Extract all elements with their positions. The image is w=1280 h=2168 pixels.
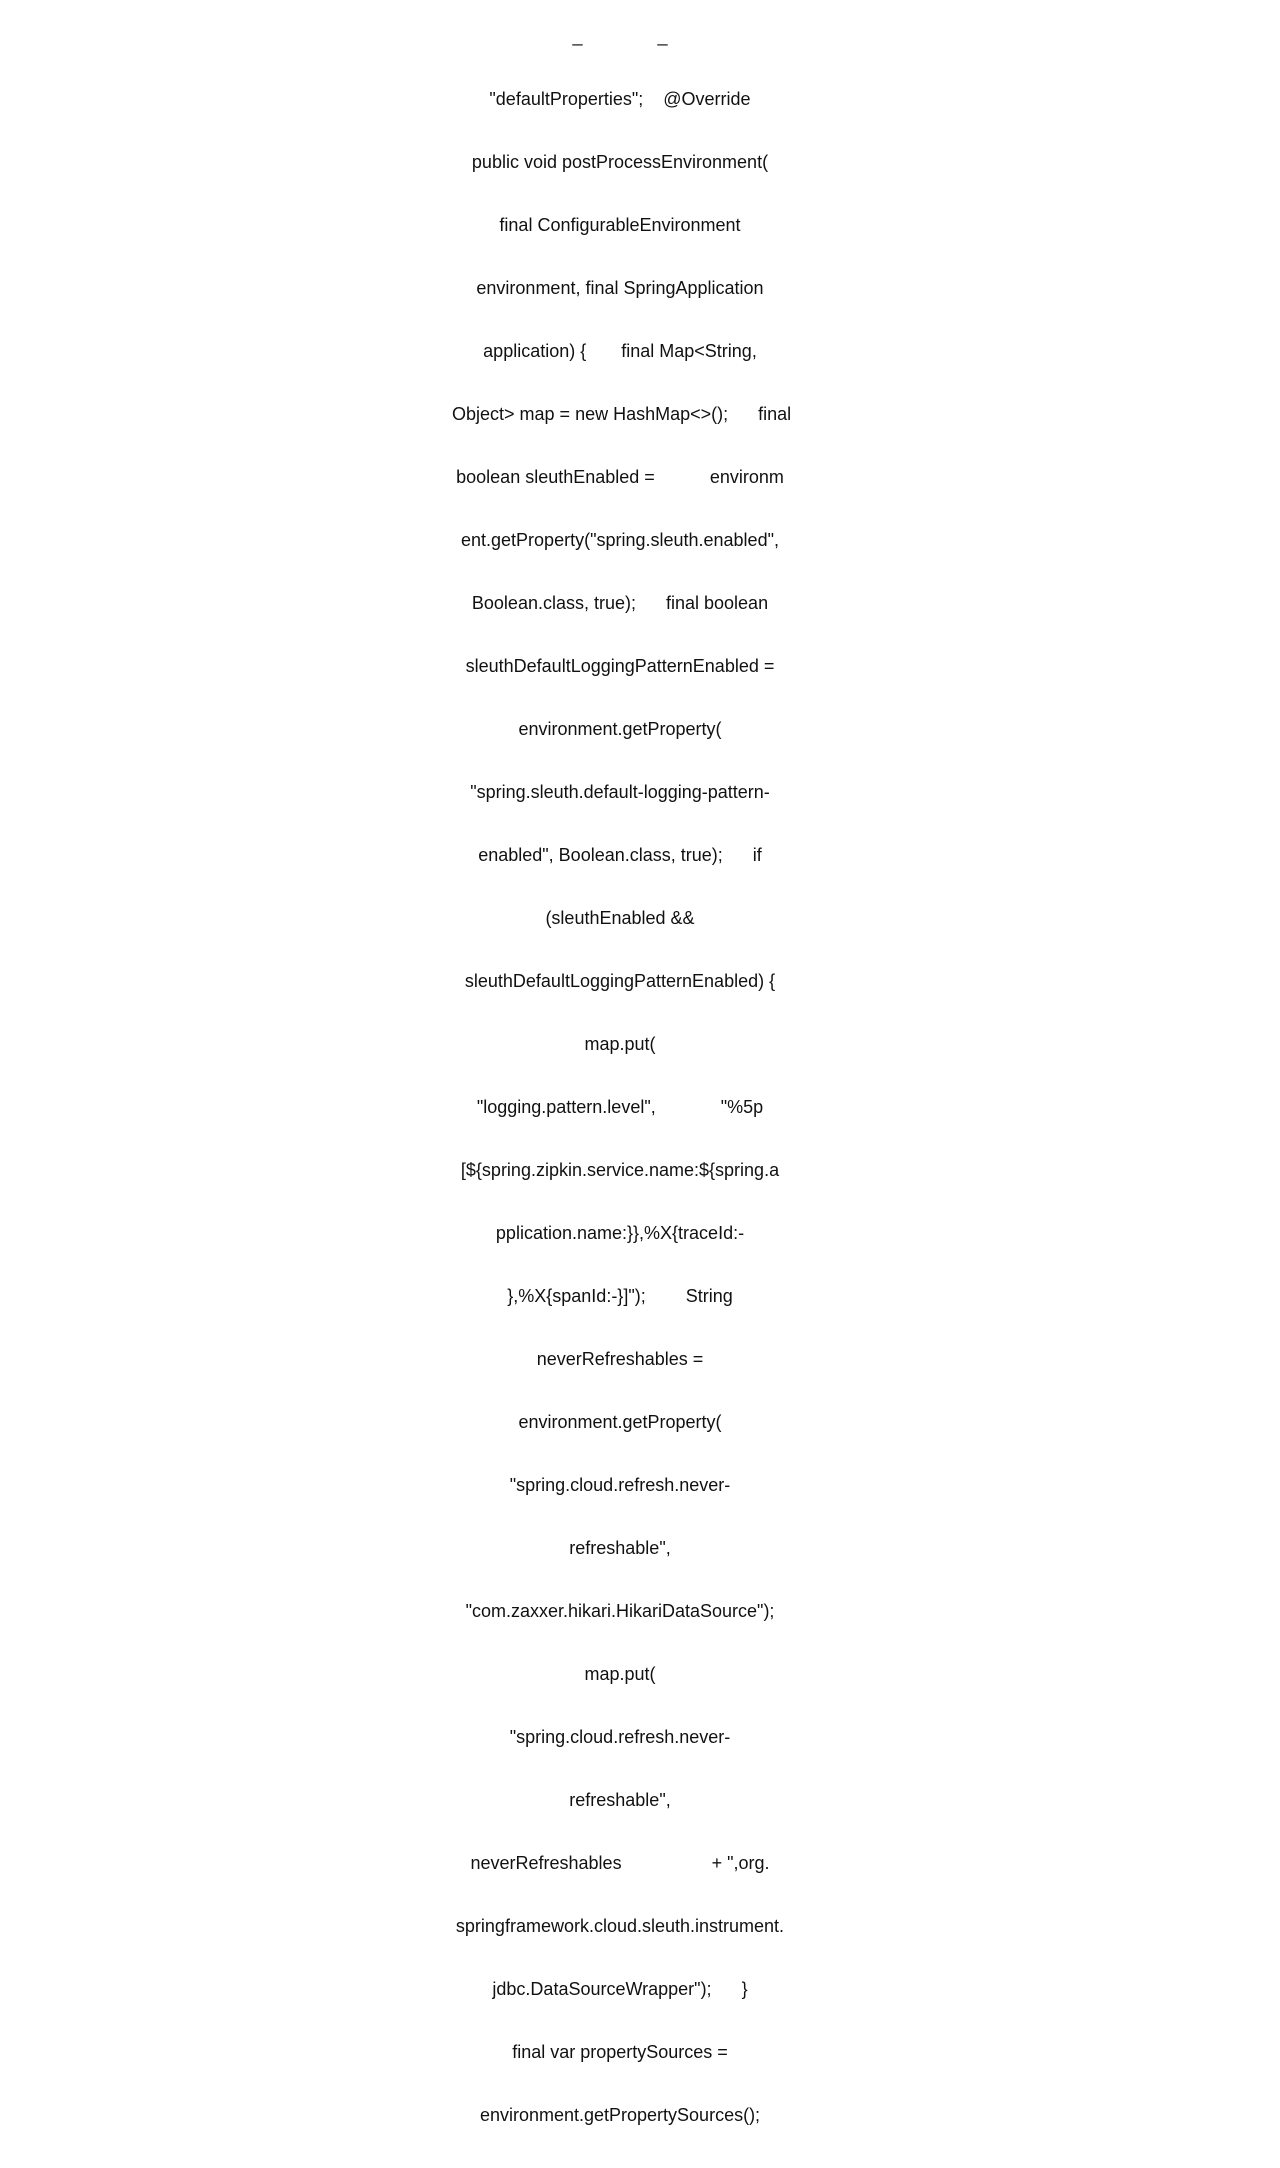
code-line: pplication.name:}},%X{traceId:- [495,1223,745,1243]
code-line: "spring.cloud.refresh.never- [509,1727,731,1747]
code-line: enabled", Boolean.class, true); if [478,845,762,865]
code-line: springframework.cloud.sleuth.instrument. [455,1916,785,1936]
code-line: "com.zaxxer.hikari.HikariDataSource"); [465,1601,775,1621]
code-line: "logging.pattern.level", "%5p [476,1097,764,1117]
code-line: neverRefreshables = [536,1349,704,1369]
code-line: jdbc.DataSourceWrapper"); } [492,1979,748,1999]
code-line: public void postProcessEnvironment( [471,152,769,172]
code-line: neverRefreshables + ",org. [470,1853,770,1873]
code-line: final var propertySources = [512,2042,728,2062]
code-line: [${spring.zipkin.service.name:${spring.a [460,1160,780,1180]
code-line: environment.getProperty( [518,1412,722,1432]
code-line: environment.getPropertySources(); [479,2105,761,2125]
code-line: (sleuthEnabled && [545,908,695,928]
code-line: map.put( [584,1034,656,1054]
code-line: ent.getProperty("spring.sleuth.enabled", [461,530,779,550]
code-line: map.put( [584,1664,656,1684]
code-line: boolean sleuthEnabled = environm [456,467,784,487]
code-line: sleuthDefaultLoggingPatternEnabled) { [464,971,776,991]
code-line: Object> map = new HashMap<>(); final [452,404,792,424]
code-line: application) { final Map<String, [483,341,757,361]
code-line: refreshable", [569,1790,671,1810]
code-line: "spring.cloud.refresh.never- [509,1475,731,1495]
code-line: },%X{spanId:-}]"); String [507,1286,733,1306]
code-line: environment.getProperty( [518,719,722,739]
code-text-block [452,0,792,2168]
code-line: refreshable", [569,1538,671,1558]
code-line: sleuthDefaultLoggingPatternEnabled = [465,656,775,676]
code-line: Boolean.class, true); final boolean [471,593,769,613]
code-line: _ _ [572,26,668,46]
code-line: environment, final SpringApplication [476,278,764,298]
code-line: "spring.sleuth.default-logging-pattern- [470,782,770,802]
code-line: "defaultProperties"; @Override [489,89,751,109]
code-line: final ConfigurableEnvironment [499,215,741,235]
